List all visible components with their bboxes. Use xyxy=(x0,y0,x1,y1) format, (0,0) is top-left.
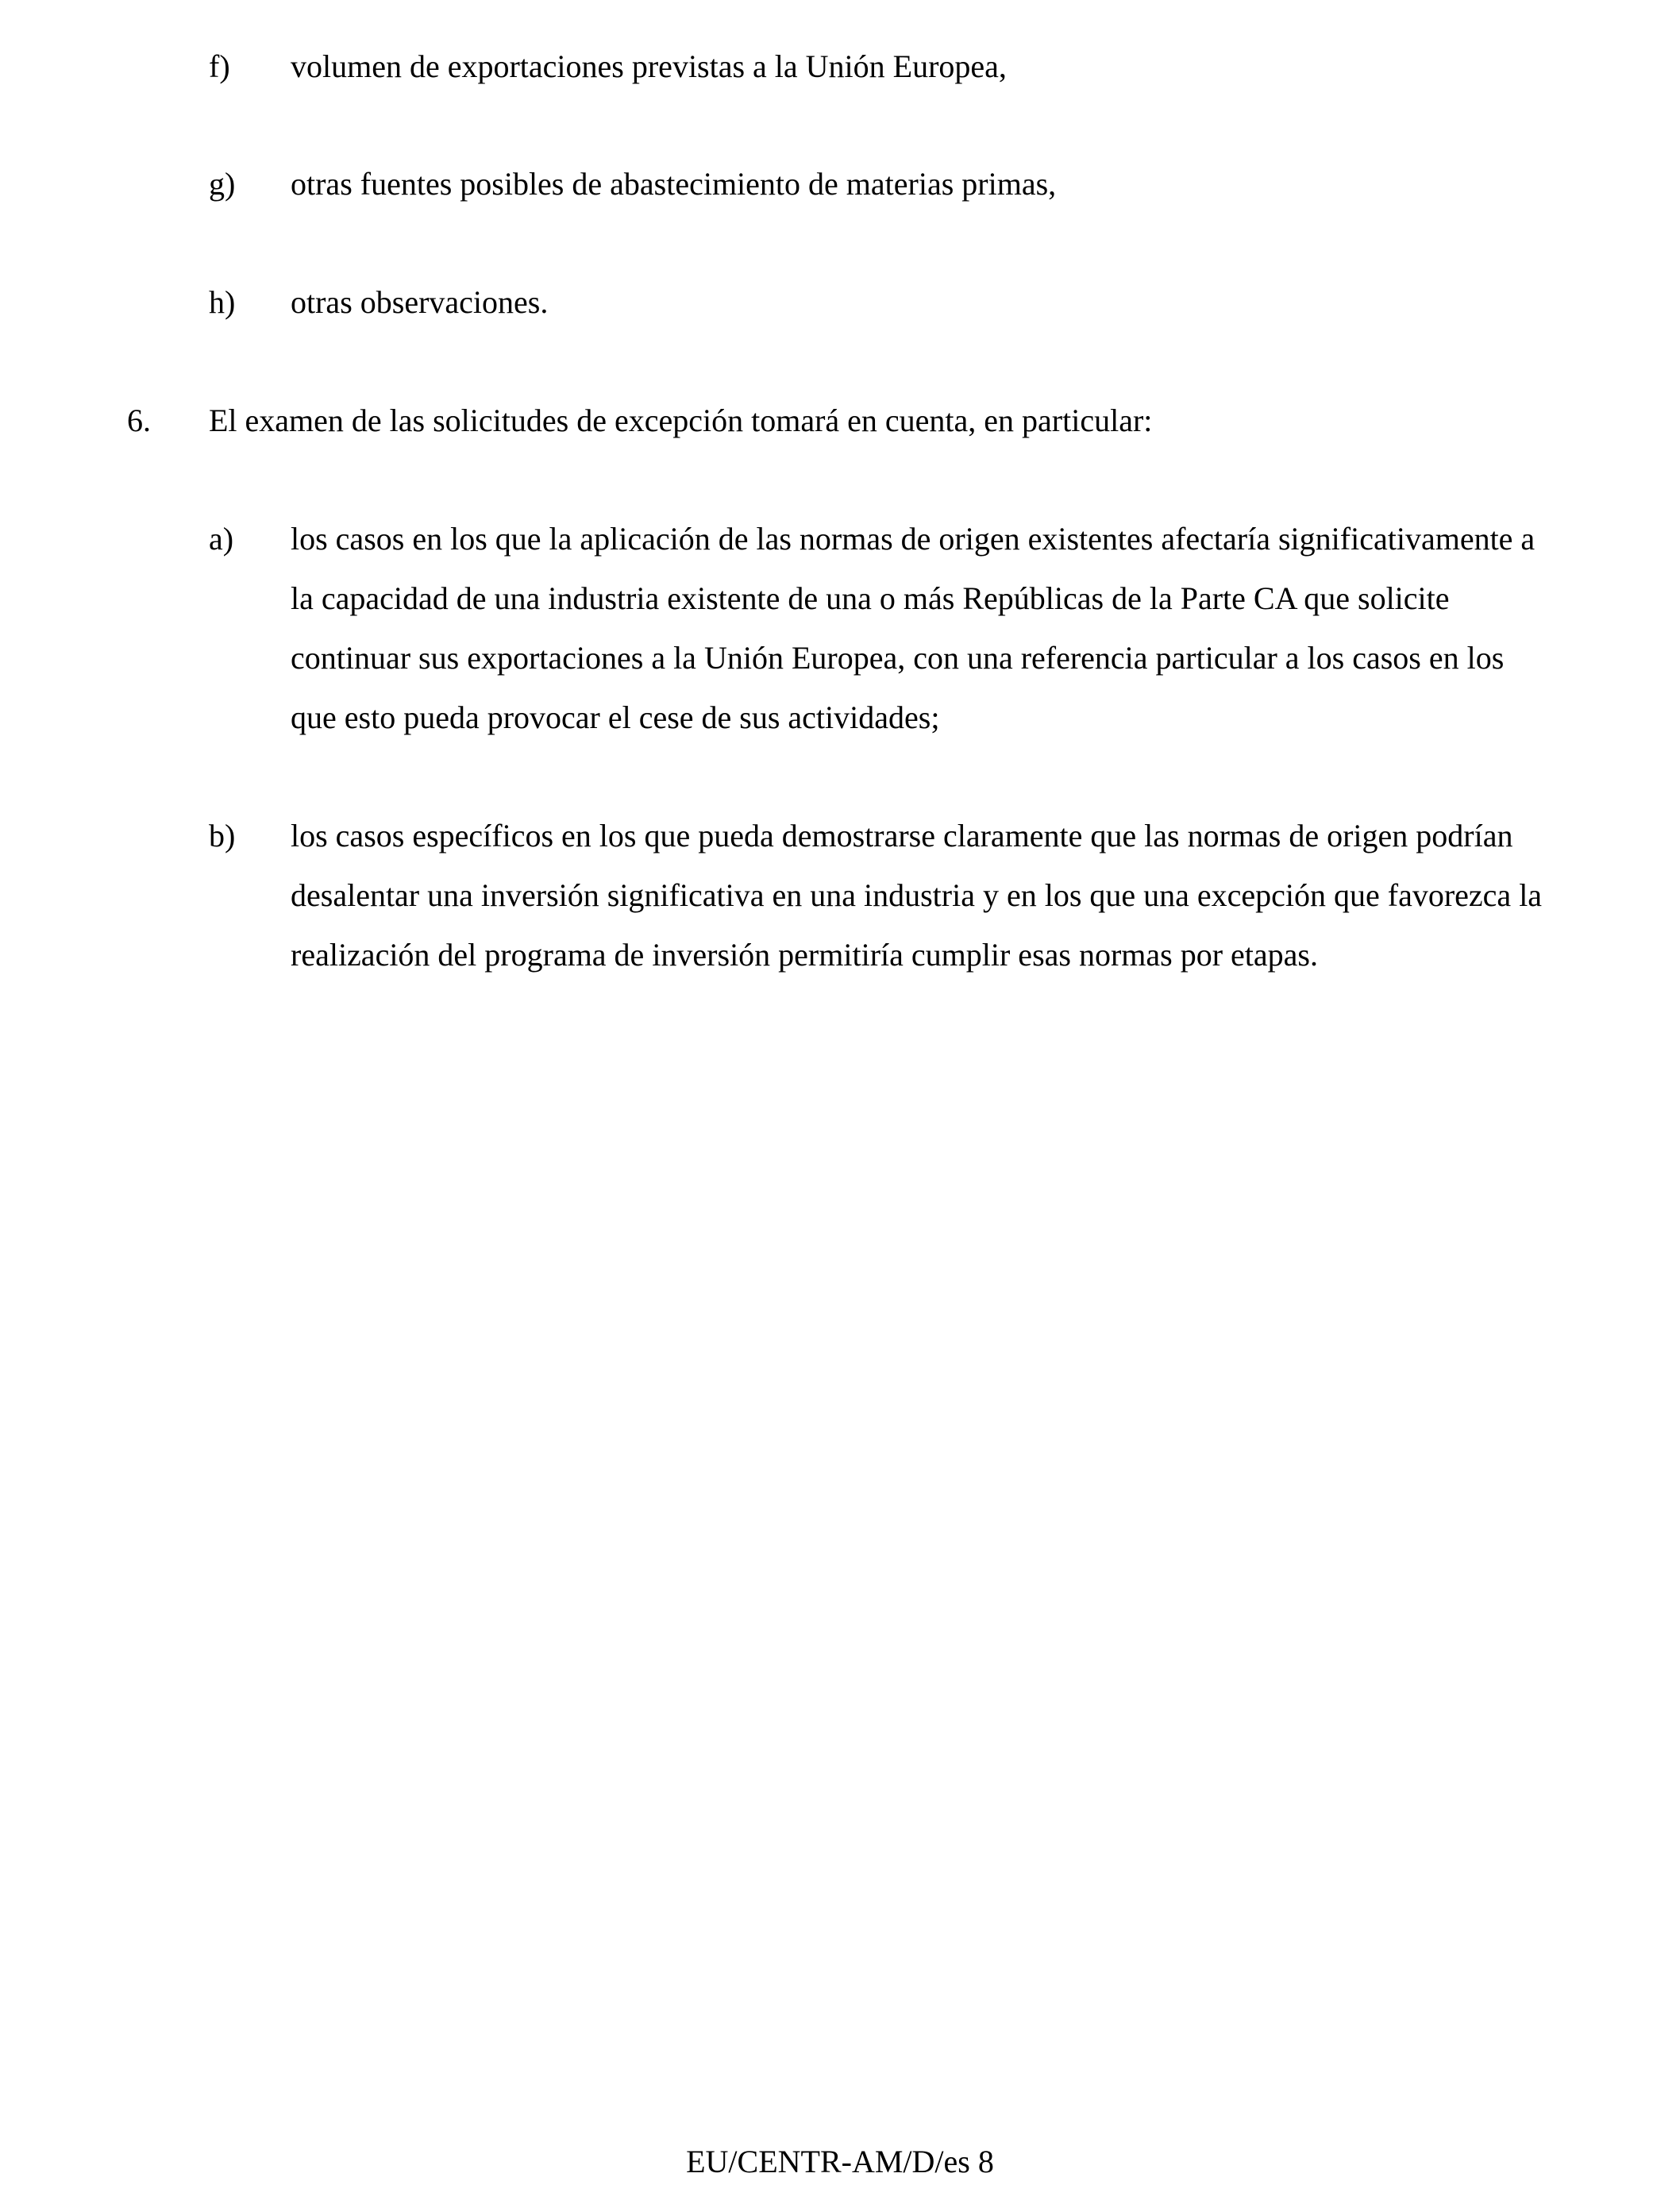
list-marker: b) xyxy=(209,818,236,853)
paragraph-text: El examen de las solicitudes de excepción tomará en cuenta, en particular: xyxy=(209,403,1153,438)
page-footer: EU/CENTR-AM/D/es 8 xyxy=(686,2144,994,2179)
list-item-text: volumen de exportaciones previstas a la Unión Europea, xyxy=(291,48,1007,84)
paragraph-number: 6. xyxy=(127,403,151,438)
list-marker: g) xyxy=(209,166,236,202)
list-item-text: los casos específicos en los que pueda demostrarse claramente que las normas de origen podrían desalentar una inversión significativa en una industria y en los que una excepción que favorezca la realización del programa de inversión permitiría cumplir esas normas por etapas. xyxy=(291,818,1543,973)
list-item-text: los casos en los que la aplicación de las normas de origen existentes afectaría significativamente a la capacidad de una industria existente de una o más Repúblicas de la Parte CA que solicite continuar sus exportaciones a la Unión Europea, con una referencia particular a los casos en los que esto pueda provocar el cese de sus actividades; xyxy=(291,521,1536,735)
list-marker: h) xyxy=(209,284,236,320)
list-marker: f) xyxy=(209,48,230,84)
list-item-text: otras fuentes posibles de abastecimiento de materias primas, xyxy=(291,166,1057,202)
list-marker: a) xyxy=(209,521,234,557)
list-item-text: otras observaciones. xyxy=(291,284,549,320)
